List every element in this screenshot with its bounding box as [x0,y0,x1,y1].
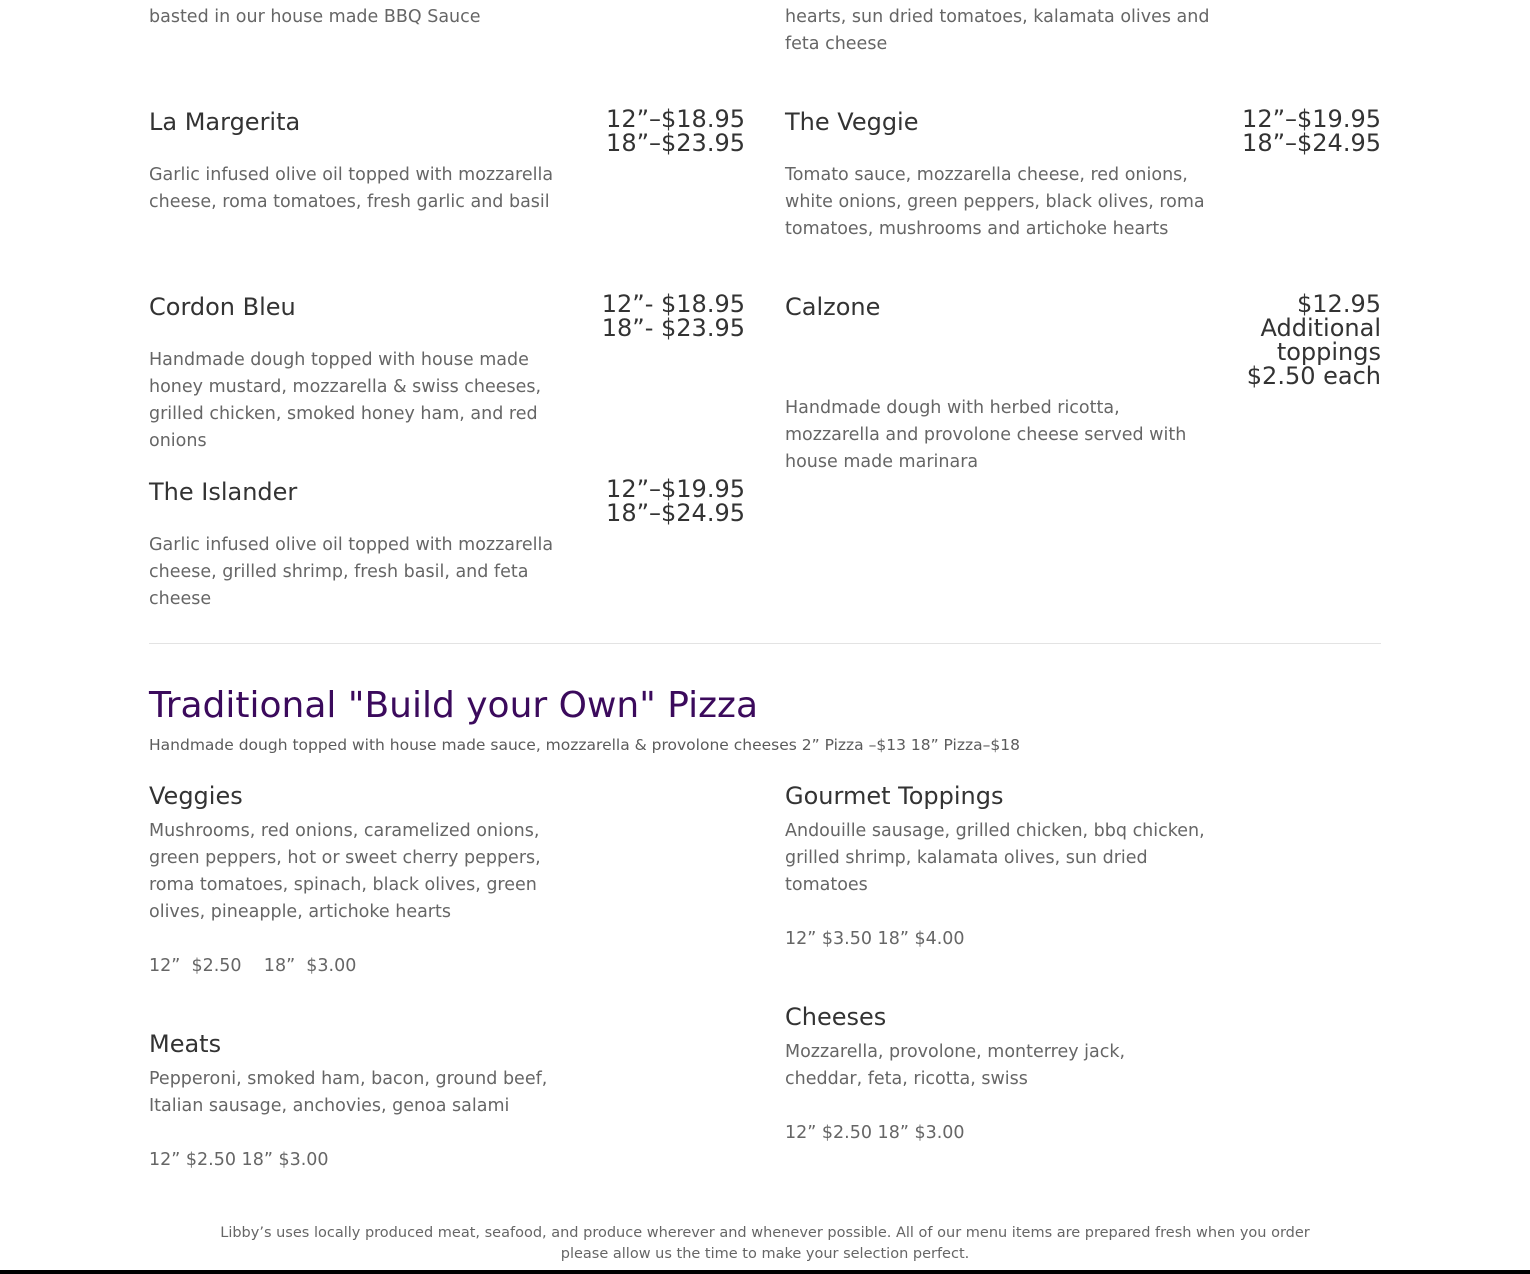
topping-group-desc: Andouille sausage, grilled chicken, bbq chicken, grilled shrimp, kalamata olives, sun dried tomatoes [785,821,1205,895]
price-18in: 18”–$24.95 [606,499,745,527]
prev-item-desc-left: basted in our house made BBQ Sauce [149,7,481,27]
price-18in: 18”- $23.95 [601,314,745,342]
topping-group-title: Veggies [149,782,243,810]
topping-group-title: Cheeses [785,1003,887,1031]
menu-item-desc: Tomato sauce, mozzarella cheese, red onions, white onions, green peppers, black olives, roma tomatoes, mushrooms and artichoke hearts [785,165,1205,239]
section-divider [149,643,1381,644]
topping-group-title: Gourmet Toppings [785,782,1004,810]
menu-item-title: The Veggie [785,108,919,136]
topping-group-title: Meats [149,1030,222,1058]
price-12in: 12”- $18.95 [601,290,745,318]
price-18in: 18”–$23.95 [606,129,745,157]
menu-item-desc: Garlic infused olive oil topped with mozzarella cheese, roma tomatoes, fresh garlic and basil [149,165,554,212]
section-title: Traditional "Build your Own" Pizza [149,685,759,726]
menu-item-price [545,292,745,340]
menu-item-price [1181,107,1381,155]
topping-group-desc: Mozzarella, provolone, monterrey jack, cheddar, feta, ricotta, swiss [785,1042,1126,1089]
menu-item-title: Cordon Bleu [149,293,296,321]
menu-item-desc: Garlic infused olive oil topped with mozzarella cheese, grilled shrimp, fresh basil, and feta cheese [149,535,554,609]
prev-item-desc-right [785,4,1215,58]
price-base: $12.95 [1297,290,1381,318]
menu-item-desc: Handmade dough with herbed ricotta, mozzarella and provolone cheese served with house made marinara [785,398,1187,472]
bottom-bar [0,1270,1530,1274]
menu-item-title: Calzone [785,293,881,321]
footer-note-line2: please allow us the time to make your selection perfect. [560,1246,970,1262]
menu-item-price [1241,292,1381,388]
price-18in: 18”–$24.95 [1242,129,1381,157]
menu-item-title: The Islander [149,478,298,506]
price-additional: Additional toppings $2.50 each [1246,314,1381,390]
menu-item-desc: Handmade dough topped with house made honey mustard, mozzarella & swiss cheeses, grilled chicken, smoked honey ham, and red onions [149,350,542,451]
section-subtitle: Handmade dough topped with house made sauce, mozzarella & provolone cheeses 2” Pizza –$13 18” Pizza–$18 [149,736,1020,754]
price-12in: 12”–$19.95 [606,475,745,503]
price-12in: 12”–$19.95 [1242,105,1381,133]
menu-item-price [545,477,745,525]
topping-group-desc: Pepperoni, smoked ham, bacon, ground beef, Italian sausage, anchovies, genoa salami [149,1069,548,1116]
topping-group-price: 12” $3.50 18” $4.00 [785,929,965,949]
footer-note-line1: Libby’s uses locally produced meat, seafood, and produce wherever and whenever possible. All of our menu items are prepared fresh when you order [220,1225,1310,1241]
prev-item-desc-right-line1: hearts, sun dried tomatoes, kalamata olives and [785,7,1210,27]
menu-item-title: La Margerita [149,108,301,136]
topping-group-price: 12” $2.50 18” $3.00 [149,956,357,976]
footer-note [200,1223,1330,1265]
price-12in: 12”–$18.95 [606,105,745,133]
topping-group-price: 12” $2.50 18” $3.00 [149,1150,329,1170]
prev-item-desc-right-line2: feta cheese [785,34,888,54]
topping-group-desc: Mushrooms, red onions, caramelized onions, green peppers, hot or sweet cherry peppers, roma tomatoes, spinach, black olives, green olives, pineapple, artichoke hearts [149,821,541,922]
topping-group-price: 12” $2.50 18” $3.00 [785,1123,965,1143]
menu-item-price [545,107,745,155]
